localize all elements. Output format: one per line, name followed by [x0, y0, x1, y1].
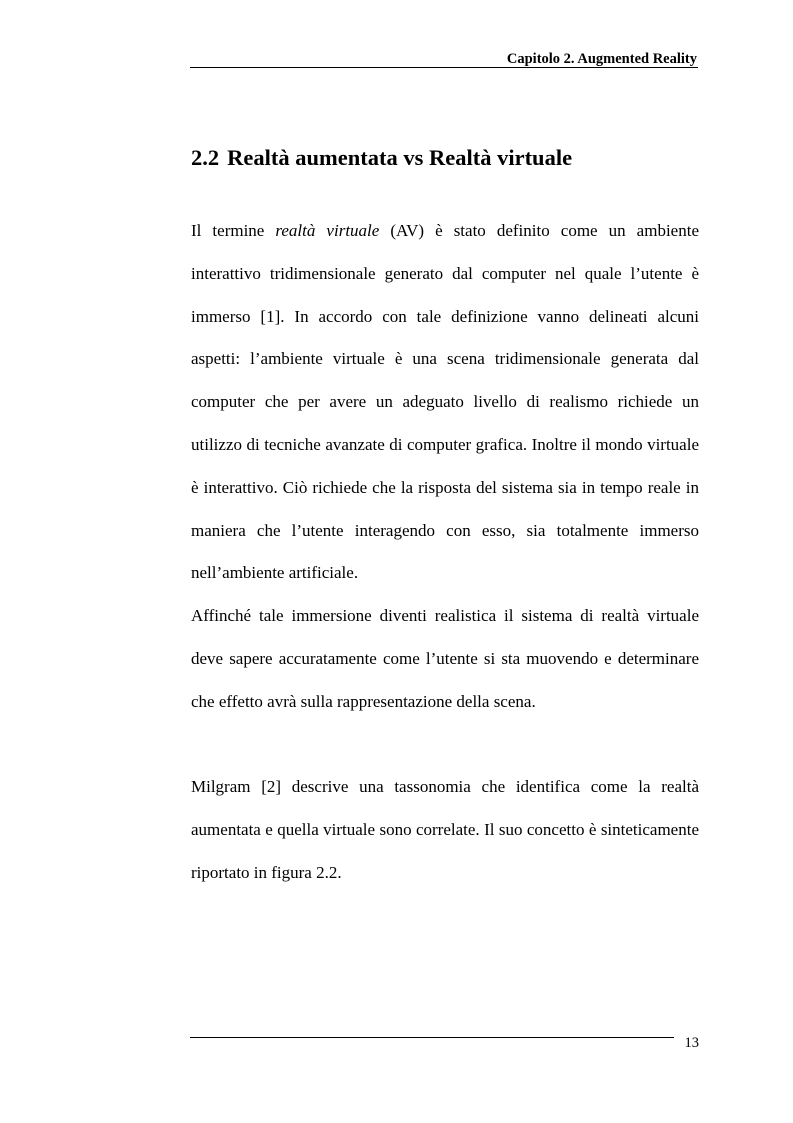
page-number: 13	[684, 1035, 699, 1051]
section-title-text: Realtà aumentata vs Realtà virtuale	[227, 145, 573, 170]
running-header: Capitolo 2. Augmented Reality	[506, 51, 697, 67]
paragraph-1	[191, 210, 699, 595]
header-rule	[190, 67, 698, 68]
section-title	[191, 144, 572, 172]
paragraph-1-rest: (AV) è stato definito come un ambiente interattivo tridimensionale generato dal computer nel quale l’utente è immerso [1]. In accordo con tale definizione vanno delineati alcuni aspetti: l’ambiente virtuale è una scena tridimensionale generata dal computer che per avere un adeguato livello di realismo richiede un utilizzo di tecniche avanzate di computer grafica. Inoltre il mondo virtuale è interattivo. Ciò richiede che la risposta del sistema sia in tempo reale in maniera che l’utente interagendo con esso, sia totalmente immerso nell’ambiente artificiale.	[191, 221, 699, 583]
paragraph-2: Affinché tale immersione diventi realistica il sistema di realtà virtuale deve sapere accuratamente come l’utente si sta muovendo e determinare che effetto avrà sulla rappresentazione della scena.	[191, 606, 699, 711]
footer-rule	[190, 1037, 674, 1038]
term-emphasis: realtà virtuale	[275, 221, 380, 240]
paragraph-1-start: Il termine	[191, 221, 276, 240]
body-text	[191, 210, 699, 895]
paragraph-3: Milgram [2] descrive una tassonomia che identifica come la realtà aumentata e quella virtuale sono correlate. Il suo concetto è sinteticamente riportato in figura 2.2.	[191, 777, 699, 882]
section-number: 2.2	[191, 145, 220, 170]
